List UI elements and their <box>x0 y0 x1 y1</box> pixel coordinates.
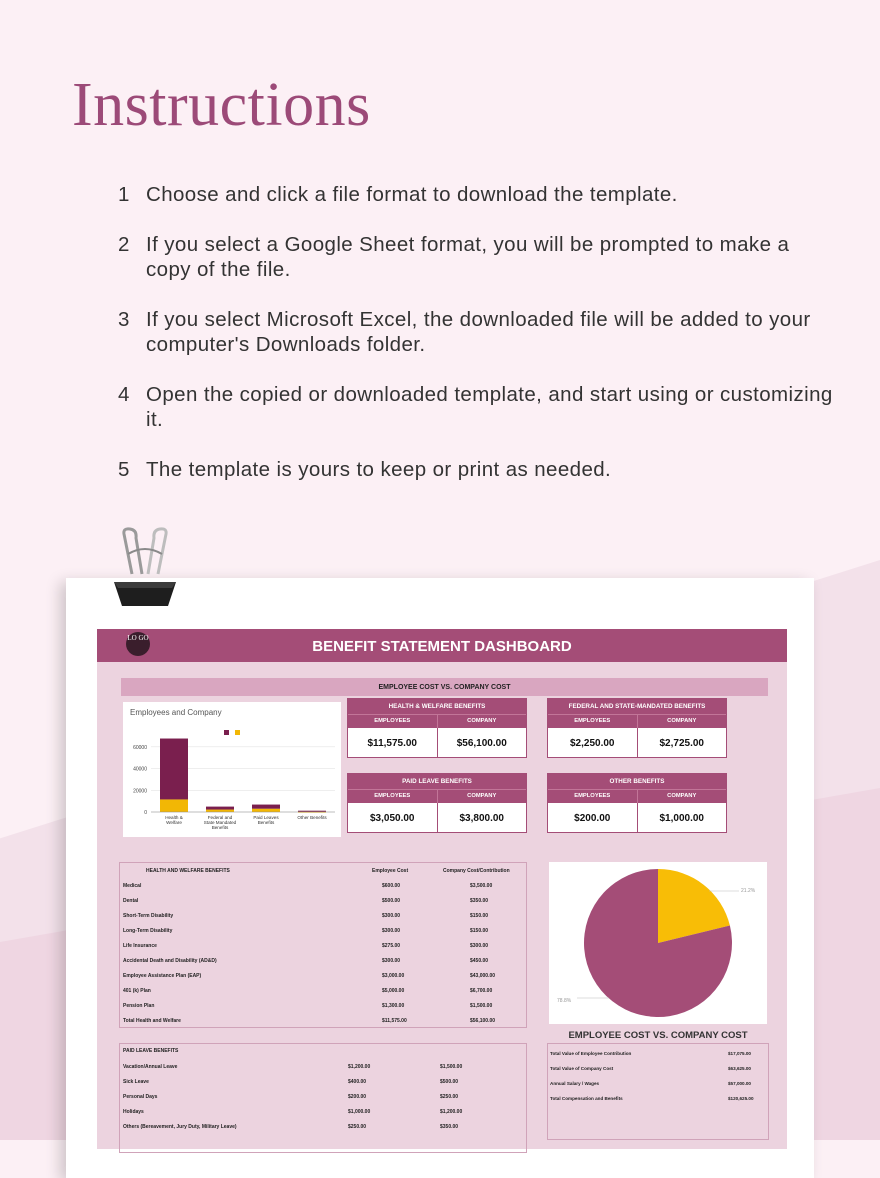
company-cost: $1,200.00 <box>440 1109 463 1115</box>
federal-state-card <box>547 698 727 758</box>
section-label: EMPLOYEE COST VS. COMPANY COST <box>121 678 768 696</box>
y-tick-label: 20000 <box>133 788 147 795</box>
employee-cost: $11,575.00 <box>382 1018 407 1024</box>
employee-cost: $1,200.00 <box>348 1064 371 1070</box>
company-cost: $300.00 <box>470 943 489 949</box>
paid-leave-table <box>119 1043 527 1153</box>
summary-row <box>548 1092 768 1106</box>
employee-cost: $250.00 <box>348 1124 367 1130</box>
table-row <box>120 879 526 893</box>
bar-company <box>160 739 188 800</box>
x-tick-label: Benefits <box>211 825 229 830</box>
y-tick-label: 0 <box>144 810 147 816</box>
row-label: Dental <box>123 898 139 904</box>
row-label: 401 (k) Plan <box>123 988 151 994</box>
company-cost: $150.00 <box>470 928 489 934</box>
card-col-company: COMPANY <box>667 793 697 799</box>
table-row <box>120 1060 526 1074</box>
row-label: Pension Plan <box>123 1003 155 1009</box>
company-cost: $56,100.00 <box>470 1018 496 1024</box>
table-row <box>120 939 526 953</box>
employee-cost: $400.00 <box>348 1079 367 1085</box>
x-tick-label: Health & <box>165 815 183 820</box>
card-company-value: $3,800.00 <box>459 813 504 824</box>
company-cost: $350.00 <box>440 1124 459 1130</box>
row-label: Medical <box>123 883 142 889</box>
card-col-employees: EMPLOYEES <box>348 790 438 803</box>
card-company-value: $2,725.00 <box>659 738 704 749</box>
table-row <box>120 1014 526 1028</box>
column-header: Company Cost/Contribution <box>443 868 510 874</box>
row-label: Holidays <box>123 1109 144 1115</box>
company-cost: $6,700.00 <box>470 988 493 994</box>
row-label: Long-Term Disability <box>123 928 173 934</box>
pie-chart-canvas <box>549 862 767 1024</box>
summary-label: Annual Salary / Wages <box>550 1081 600 1086</box>
x-tick-label: Benefits <box>257 820 275 825</box>
card-company-value: $1,000.00 <box>659 813 704 824</box>
company-cost: $450.00 <box>470 958 489 964</box>
company-cost: $43,000.00 <box>470 973 496 979</box>
company-cost: $250.00 <box>440 1094 459 1100</box>
company-cost: $500.00 <box>440 1079 459 1085</box>
summary-value: $120,625.00 <box>728 1096 754 1101</box>
table-row <box>120 1090 526 1104</box>
health-welfare-card <box>347 698 527 758</box>
card-title: HEALTH & WELFARE BENEFITS <box>348 699 526 714</box>
x-tick-label: Other Benefits <box>297 815 327 820</box>
column-header: HEALTH AND WELFARE BENEFITS <box>146 868 230 874</box>
card-col-employees: EMPLOYEES <box>548 715 638 728</box>
summary-value: $57,000.00 <box>728 1081 751 1086</box>
table-row <box>120 924 526 938</box>
row-label: Others (Bereavement, Jury Duty, Military Leave) <box>123 1124 237 1130</box>
table-row <box>120 894 526 908</box>
summary-label: Total Value of Company Cost <box>550 1066 614 1071</box>
employee-cost: $1,300.00 <box>382 1003 405 1009</box>
instruction-step: 3 If you select Microsoft Excel, the downloaded file will be added to your computer's Downloads folder. <box>118 308 811 356</box>
row-label: Accidental Death and Disability (AD&D) <box>123 958 217 964</box>
employee-cost: $3,000.00 <box>382 973 405 979</box>
y-tick-label: 60000 <box>133 744 147 751</box>
table-row <box>120 1120 526 1134</box>
row-label: Personal Days <box>123 1094 158 1100</box>
instruction-step: 1 Choose and click a file format to download the template. <box>118 183 678 206</box>
x-tick-label: Federal and <box>207 815 233 820</box>
employee-cost: $300.00 <box>382 913 401 919</box>
table-row <box>120 1105 526 1119</box>
x-tick-label: Welfare <box>166 820 182 825</box>
employee-cost: $275.00 <box>382 943 401 949</box>
card-col-employees: EMPLOYEES <box>348 715 438 728</box>
column-header: PAID LEAVE BENEFITS <box>123 1048 179 1054</box>
card-title: OTHER BENEFITS <box>548 774 726 789</box>
pie-label-company: 78.8% <box>557 998 572 1004</box>
company-cost: $1,500.00 <box>440 1064 463 1070</box>
bar-employees <box>206 810 234 812</box>
row-label: Life Insurance <box>123 943 157 949</box>
summary-row <box>548 1077 768 1091</box>
paid-leave-card <box>347 773 527 833</box>
health-welfare-table <box>119 862 527 1028</box>
row-label: Short-Term Disability <box>123 913 174 919</box>
bar-chart-canvas <box>123 702 341 837</box>
company-cost: $350.00 <box>470 898 489 904</box>
company-cost: $3,500.00 <box>470 883 493 889</box>
card-col-company: COMPANY <box>467 718 497 724</box>
summary-row <box>548 1062 768 1076</box>
table-header <box>120 864 526 878</box>
employee-cost: $200.00 <box>348 1094 367 1100</box>
company-cost: $150.00 <box>470 913 489 919</box>
table-row <box>120 999 526 1013</box>
row-label: Sick Leave <box>123 1079 149 1085</box>
summary-value: $17,075.00 <box>728 1051 751 1056</box>
employee-cost: $300.00 <box>382 958 401 964</box>
summary-table <box>547 1043 769 1140</box>
table-row <box>120 1075 526 1089</box>
page-title: Instructions <box>72 71 371 139</box>
binder-clip-icon <box>110 526 180 610</box>
employee-cost: $500.00 <box>382 898 401 904</box>
column-header: Employee Cost <box>372 868 409 874</box>
table-row <box>120 954 526 968</box>
summary-label: Total Value of Employee Contribution <box>550 1051 632 1056</box>
employee-cost: $1,000.00 <box>348 1109 371 1115</box>
company-cost: $1,500.00 <box>470 1003 493 1009</box>
y-tick-label: 40000 <box>133 766 147 773</box>
instruction-step: 2 If you select a Google Sheet format, you will be prompted to make a copy of the file. <box>118 233 790 281</box>
pie-label-employees: 21.2% <box>741 888 756 894</box>
table-header <box>120 1044 526 1058</box>
card-employees-value: $11,575.00 <box>348 728 438 758</box>
card-employees-value: $3,050.00 <box>348 803 438 833</box>
row-label: Vacation/Annual Leave <box>123 1064 178 1070</box>
card-employees-value: $2,250.00 <box>548 728 638 758</box>
card-col-company: COMPANY <box>667 718 697 724</box>
bar-employees <box>252 809 280 812</box>
instruction-list <box>118 182 838 507</box>
chart-title: Employees and Company <box>130 708 222 717</box>
table-row <box>120 969 526 983</box>
row-label: Total Health and Welfare <box>123 1018 181 1024</box>
summary-title: EMPLOYEE COST VS. COMPANY COST <box>568 1030 748 1041</box>
card-title: FEDERAL AND STATE-MANDATED BENEFITS <box>548 699 726 714</box>
instruction-step: 4 Open the copied or downloaded template, and start using or customizing it. <box>118 383 833 431</box>
table-row <box>120 909 526 923</box>
x-tick-label: State Mandated <box>203 820 237 825</box>
other-benefits-card <box>547 773 727 833</box>
card-title: PAID LEAVE BENEFITS <box>348 774 526 789</box>
logo: LO GO <box>126 632 150 656</box>
card-employees-value: $200.00 <box>548 803 638 833</box>
card-col-company: COMPANY <box>467 793 497 799</box>
table-row <box>120 984 526 998</box>
bar-employees <box>160 799 188 812</box>
bar-company <box>298 811 326 812</box>
bar-chart <box>123 702 341 837</box>
bar-company <box>252 805 280 809</box>
summary-row <box>548 1047 768 1061</box>
bar-company <box>206 807 234 810</box>
summary-value: $63,625.00 <box>728 1066 751 1071</box>
x-tick-label: Paid Leaves <box>253 815 279 820</box>
card-company-value: $56,100.00 <box>456 738 507 749</box>
row-label: Employee Assistance Plan (EAP) <box>123 973 202 979</box>
summary-label: Total Compensation and Benefits <box>550 1096 623 1101</box>
pie-chart <box>549 862 767 1024</box>
employee-cost: $600.00 <box>382 883 401 889</box>
employee-cost: $5,000.00 <box>382 988 405 994</box>
employee-cost: $300.00 <box>382 928 401 934</box>
dashboard-title: BENEFIT STATEMENT DASHBOARD <box>97 629 787 662</box>
card-col-employees: EMPLOYEES <box>548 790 638 803</box>
instruction-step: 5 The template is yours to keep or print as needed. <box>118 458 612 481</box>
